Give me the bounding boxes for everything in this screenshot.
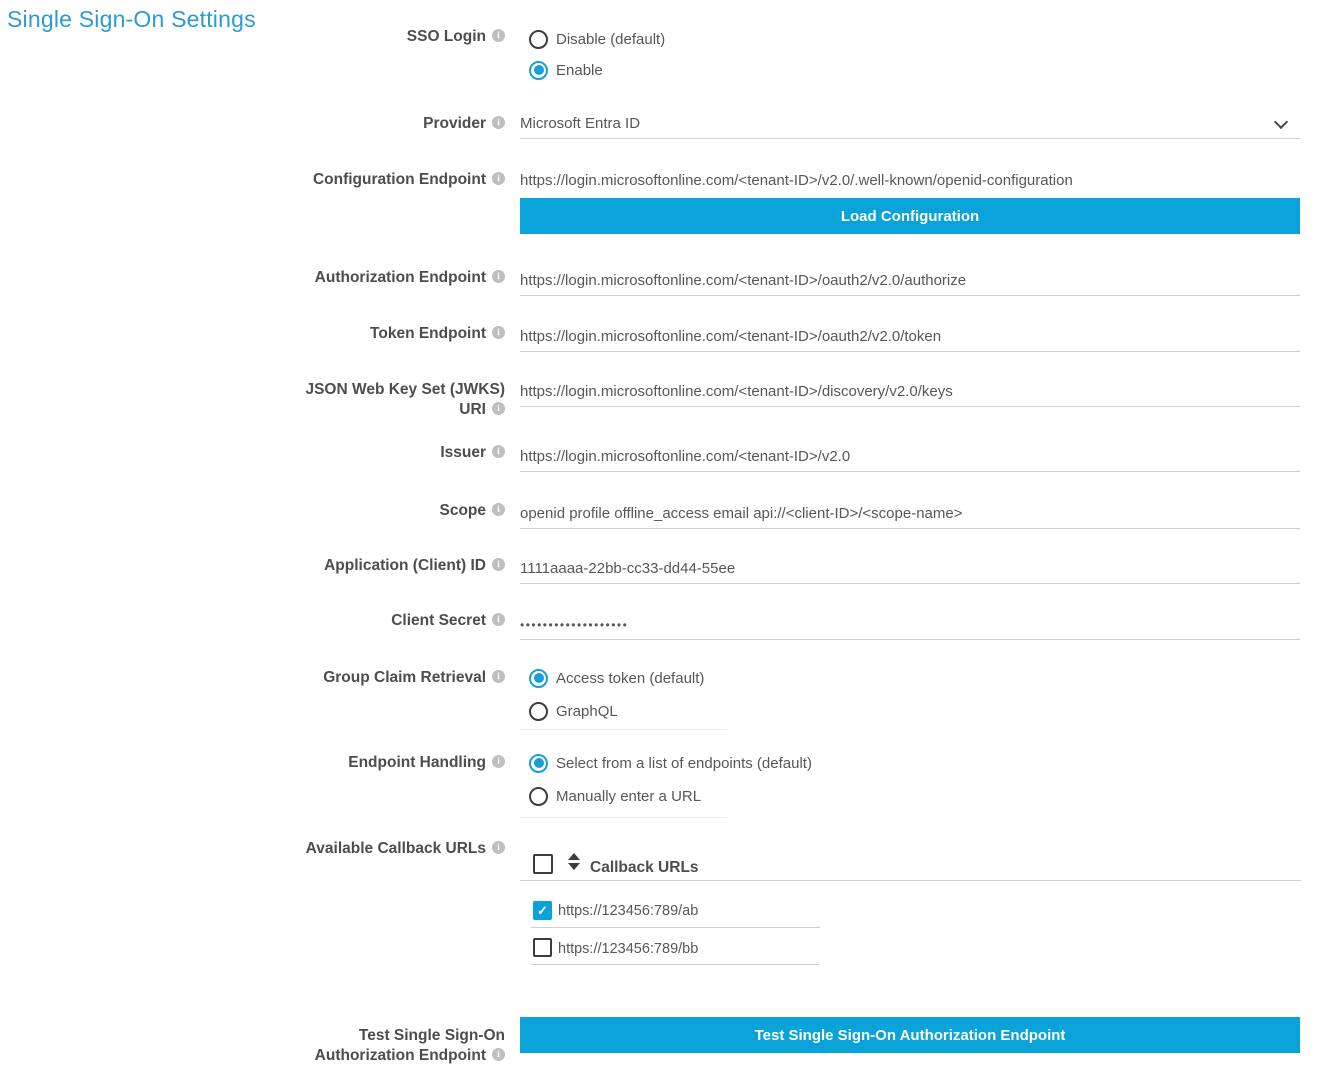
info-icon[interactable]: [492, 670, 505, 683]
endpoint-handling-option-manual[interactable]: [529, 786, 701, 806]
client-id-input[interactable]: 1111aaaa-22bb-cc33-dd44-55ee: [520, 554, 1300, 584]
configuration-endpoint-input[interactable]: https://login.microsoftonline.com/<tenant-ID>/v2.0/.well-known/openid-configuration: [520, 172, 1073, 189]
sort-icon[interactable]: [568, 853, 580, 870]
radio-button-selected-icon[interactable]: [529, 754, 548, 773]
authorization-endpoint-label: Authorization Endpoint i: [0, 268, 505, 288]
group-claim-option-access-token[interactable]: [529, 668, 704, 688]
table-header-divider: [520, 880, 1301, 881]
client-secret-label: Client Secret i: [0, 611, 505, 631]
info-icon[interactable]: [492, 116, 505, 129]
info-icon[interactable]: [492, 613, 505, 626]
provider-selected-value: Microsoft Entra ID: [520, 115, 641, 132]
available-callback-urls-label: Available Callback URLsi: [0, 839, 505, 859]
radio-button-selected-icon[interactable]: [529, 61, 548, 80]
token-endpoint-label: Token Endpoint i: [0, 324, 505, 344]
load-configuration-button[interactable]: Load Configuration: [520, 198, 1300, 234]
endpoint-handling-label: Endpoint Handling i: [0, 753, 505, 773]
client-id-label: Application (Client) ID i: [0, 556, 505, 576]
authorization-endpoint-input[interactable]: https://login.microsoftonline.com/<tenant-ID>/oauth2/v2.0/authorize: [520, 266, 1300, 296]
radio-label: Manually enter a URL: [556, 787, 702, 805]
info-icon[interactable]: [492, 755, 505, 768]
issuer-input[interactable]: https://login.microsoftonline.com/<tenant-ID>/v2.0: [520, 442, 1300, 472]
client-secret-input[interactable]: •••••••••••••••••••: [520, 610, 1300, 640]
select-all-checkbox[interactable]: [533, 854, 553, 874]
sort-ascending-icon: [568, 853, 580, 860]
info-icon[interactable]: [492, 1048, 505, 1061]
test-sso-label: Test Single Sign-On Authorization Endpointi: [0, 1026, 505, 1066]
radio-button-icon[interactable]: [529, 787, 548, 806]
callback-url-value: https://123456:789/ab: [558, 903, 699, 919]
group-divider: [520, 817, 727, 818]
info-icon[interactable]: [492, 326, 505, 339]
scope-input[interactable]: openid profile offline_access email api://<client-ID>/<scope-name>: [520, 499, 1300, 529]
provider-label: Provider i: [0, 114, 505, 134]
radio-label: Access token (default): [556, 669, 705, 687]
radio-label: Disable (default): [556, 30, 666, 48]
radio-button-icon[interactable]: [529, 702, 548, 721]
chevron-down-icon[interactable]: [1274, 115, 1288, 129]
info-icon[interactable]: [492, 29, 505, 42]
info-icon[interactable]: [492, 841, 505, 854]
callback-url-checkbox[interactable]: [533, 938, 552, 957]
configuration-endpoint-label: Configuration Endpoint i: [0, 170, 505, 190]
callback-url-checkbox-checked[interactable]: [533, 901, 552, 920]
radio-label: Select from a list of endpoints (default): [556, 754, 812, 772]
group-claim-retrieval-label: Group Claim Retrieval i: [0, 668, 505, 688]
sso-login-option-enable[interactable]: [529, 60, 603, 80]
radio-button-selected-icon[interactable]: [529, 669, 548, 688]
radio-button-icon[interactable]: [529, 30, 548, 49]
jwks-uri-input[interactable]: https://login.microsoftonline.com/<tenant-ID>/discovery/v2.0/keys: [520, 377, 1300, 407]
group-claim-option-graphql[interactable]: [529, 701, 618, 721]
group-divider: [520, 729, 727, 730]
scope-label: Scope i: [0, 501, 505, 521]
info-icon[interactable]: [492, 558, 505, 571]
sso-login-option-disable[interactable]: [529, 29, 665, 49]
row-divider: [531, 964, 820, 965]
jwks-uri-label: JSON Web Key Set (JWKS) URIi: [0, 380, 505, 420]
row-divider: [531, 927, 820, 928]
radio-label: GraphQL: [556, 702, 618, 720]
info-icon[interactable]: [492, 270, 505, 283]
info-icon[interactable]: [492, 172, 505, 185]
radio-label: Enable: [556, 61, 603, 79]
page-title: Single Sign-On Settings: [7, 6, 256, 32]
sso-login-label: SSO Login i: [0, 27, 505, 47]
callback-url-value: https://123456:789/bb: [558, 941, 699, 957]
provider-select[interactable]: [520, 109, 1300, 139]
callback-urls-column-header[interactable]: Callback URLs: [590, 859, 699, 876]
test-sso-button[interactable]: Test Single Sign-On Authorization Endpoint: [520, 1017, 1300, 1053]
token-endpoint-input[interactable]: https://login.microsoftonline.com/<tenant-ID>/oauth2/v2.0/token: [520, 322, 1300, 352]
info-icon[interactable]: [492, 503, 505, 516]
issuer-label: Issuer i: [0, 443, 505, 463]
sort-descending-icon: [568, 863, 580, 870]
endpoint-handling-option-list[interactable]: [529, 753, 812, 773]
info-icon[interactable]: [492, 445, 505, 458]
info-icon[interactable]: [492, 402, 505, 415]
